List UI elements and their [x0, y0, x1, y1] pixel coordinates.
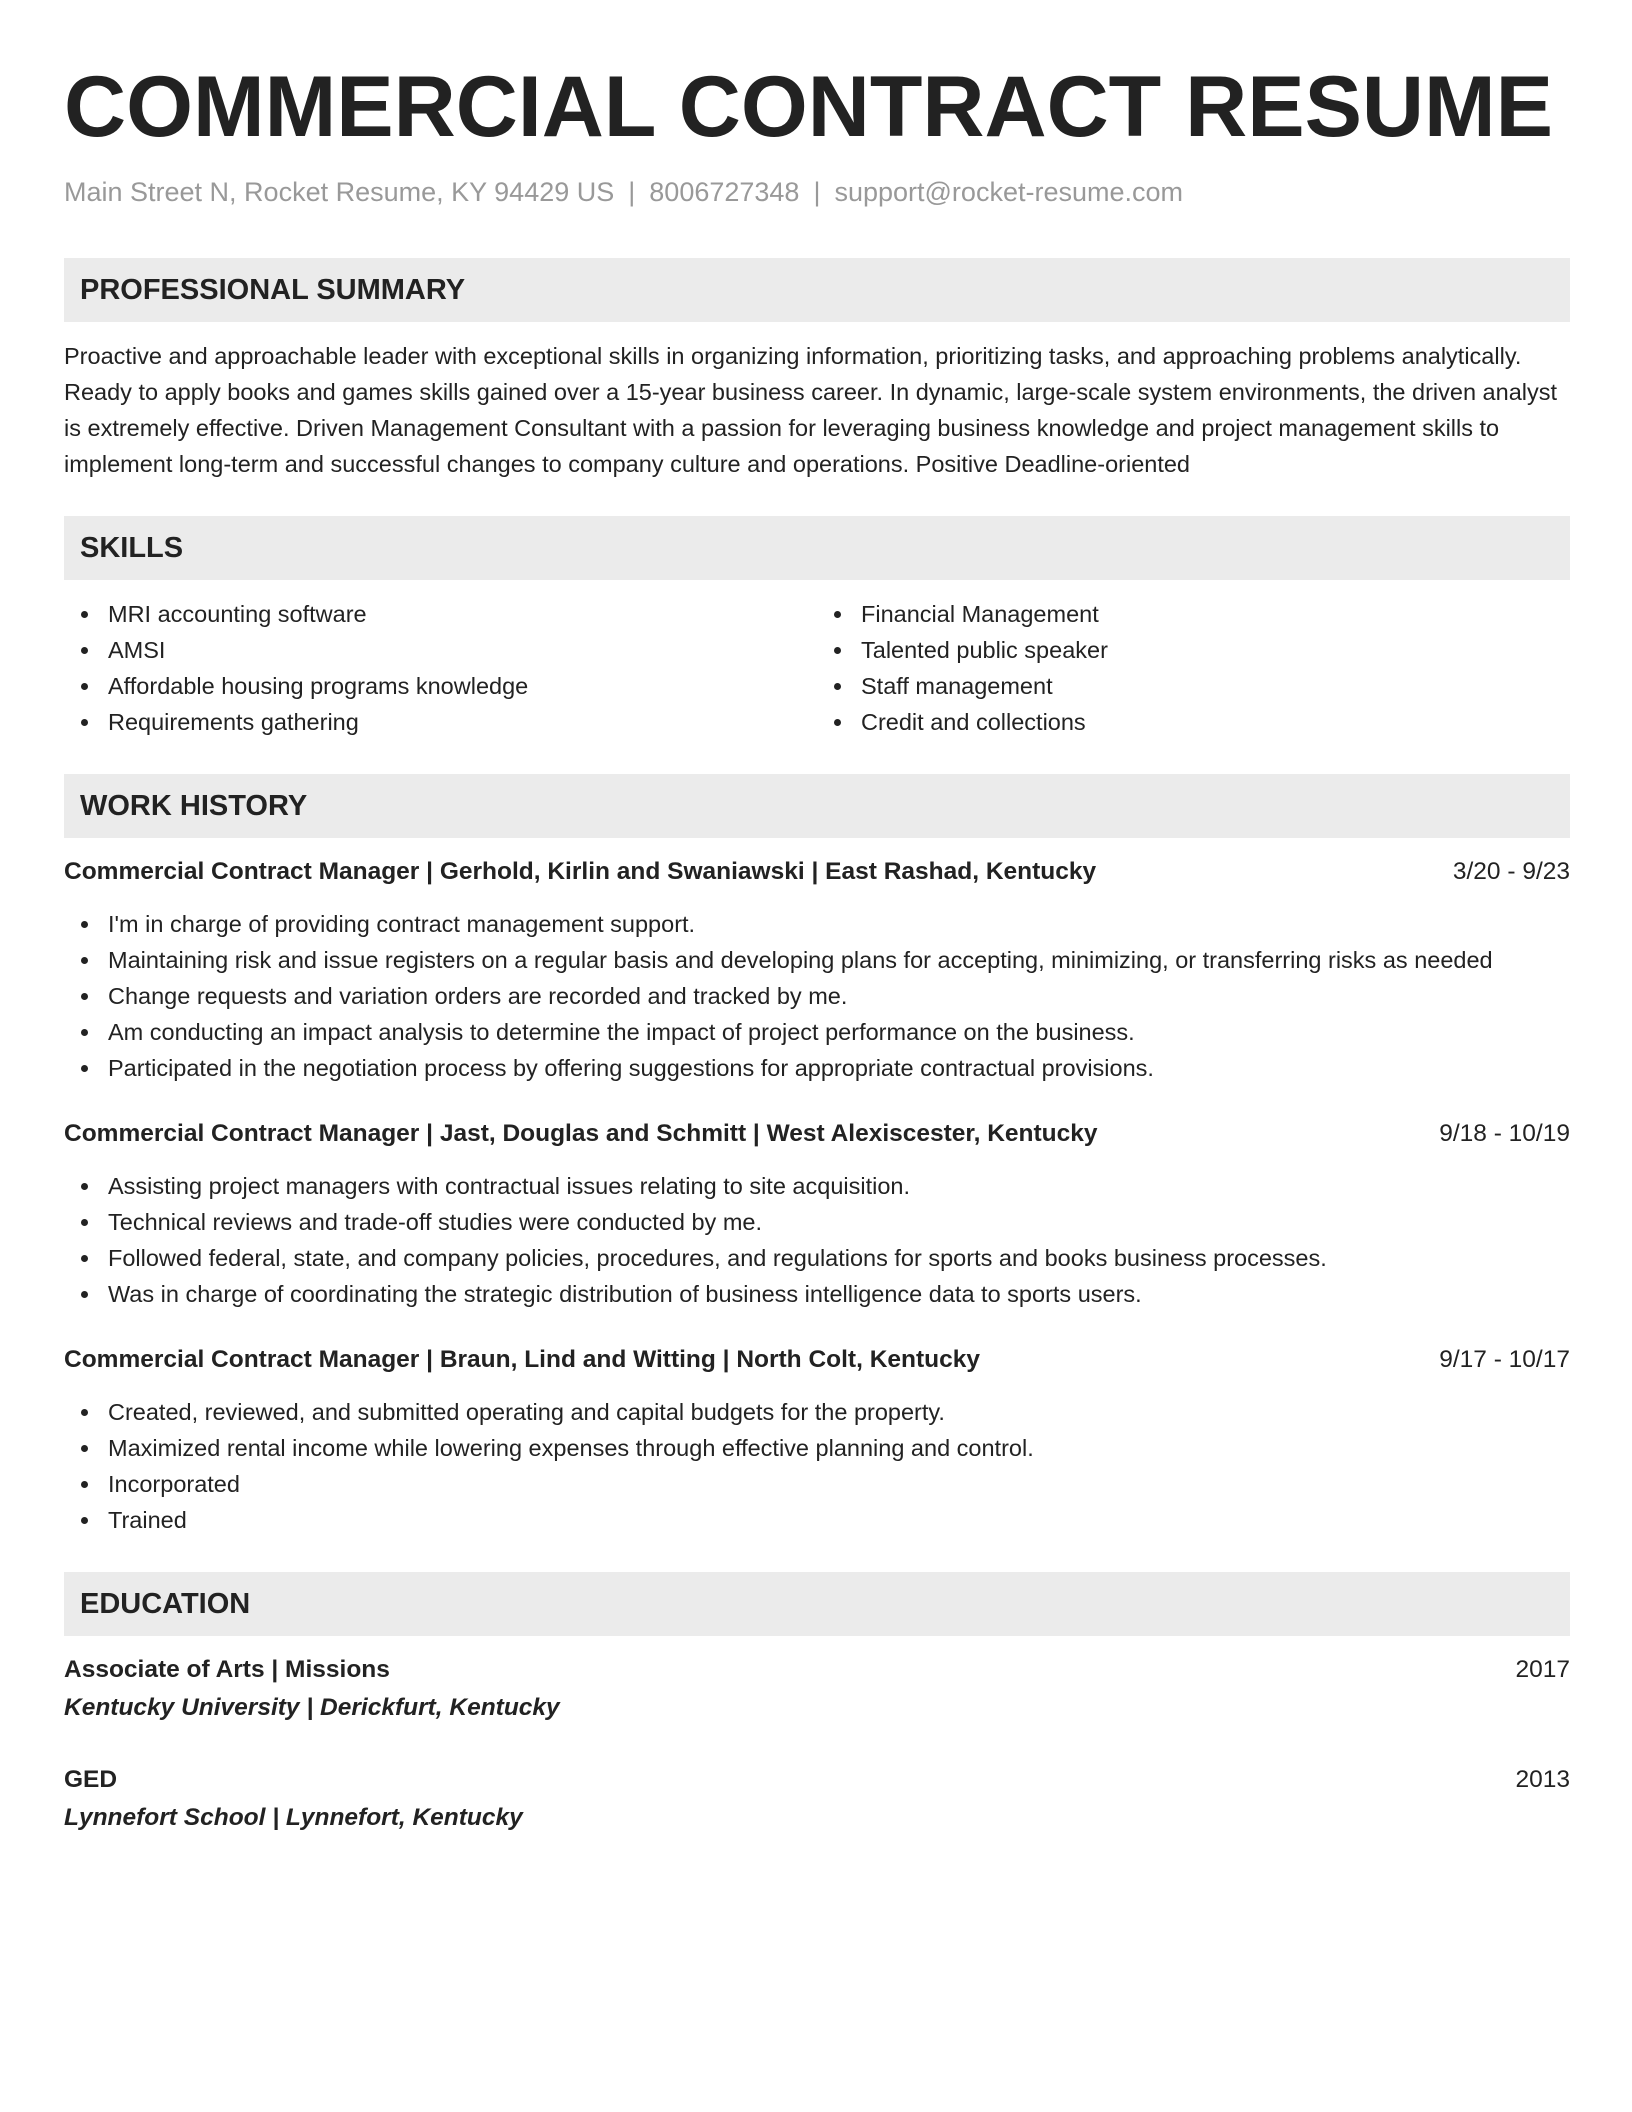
job-dates: 3/20 - 9/23	[1452, 858, 1570, 886]
job-entry	[64, 854, 1570, 1086]
skill-item: MRI accounting software	[64, 596, 817, 632]
job-title: Commercial Contract Manager | Gerhold, Kirlin and Swaniawski | East Rashad, Kentucky	[64, 858, 1097, 886]
job-bullet: I'm in charge of providing contract management support.	[64, 906, 1570, 942]
section-header-work-history: WORK HISTORY	[64, 774, 1570, 838]
contact-phone: 8006727348	[649, 177, 800, 207]
job-bullet: Followed federal, state, and company policies, procedures, and regulations for sports and books business processes.	[64, 1240, 1570, 1276]
job-title: Commercial Contract Manager | Jast, Douglas and Schmitt | West Alexiscester, Kentucky	[64, 1120, 1098, 1148]
skill-item: Financial Management	[817, 596, 1570, 632]
skill-item: AMSI	[64, 632, 817, 668]
job-entry	[64, 1116, 1570, 1312]
education-year: 2017	[1515, 1656, 1570, 1684]
contact-separator: |	[813, 177, 821, 207]
job-bullet: Technical reviews and trade-off studies were conducted by me.	[64, 1204, 1570, 1240]
education-entry	[64, 1762, 1570, 1836]
job-header	[64, 1116, 1570, 1152]
contact-email: support@rocket-resume.com	[834, 177, 1183, 207]
summary-text: Proactive and approachable leader with exceptional skills in organizing information, prioritizing tasks, and approaching problems analytically. Ready to apply books and games skills gained over a 15-year business career. In dynamic, large-scale system environments, the driven analyst is extremely effective. Driven Management Consultant with a passion for leveraging business knowledge and project management skills to implement long-term and successful changes to company culture and operations. Positive Deadline-oriented	[64, 343, 1558, 478]
job-header	[64, 854, 1570, 890]
skills-column-right	[817, 596, 1570, 740]
job-bullet: Change requests and variation orders are recorded and tracked by me.	[64, 978, 1570, 1014]
job-bullet: Participated in the negotiation process by offering suggestions for appropriate contractual provisions.	[64, 1050, 1570, 1086]
skill-item: Requirements gathering	[64, 704, 817, 740]
job-bullets	[64, 906, 1570, 1086]
section-header-skills: SKILLS	[64, 516, 1570, 580]
skill-item: Talented public speaker	[817, 632, 1570, 668]
education-degree: GED	[64, 1766, 118, 1794]
contact-address: Main Street N, Rocket Resume, KY 94429 US	[64, 177, 615, 207]
job-dates: 9/17 - 10/17	[1439, 1346, 1570, 1374]
job-bullets	[64, 1394, 1570, 1538]
job-bullet: Maintaining risk and issue registers on a regular basis and developing plans for accepting, minimizing, or transferring risks as needed	[64, 942, 1570, 978]
skill-item: Credit and collections	[817, 704, 1570, 740]
resume-title: COMMERCIAL CONTRACT RESUME	[64, 59, 1554, 155]
education-header	[64, 1652, 1570, 1688]
job-header	[64, 1342, 1570, 1378]
job-bullet: Created, reviewed, and submitted operating and capital budgets for the property.	[64, 1394, 1570, 1430]
skill-item: Staff management	[817, 668, 1570, 704]
contact-line	[64, 176, 1570, 208]
section-header-education: EDUCATION	[64, 1572, 1570, 1636]
job-bullet: Trained	[64, 1502, 1570, 1538]
job-bullets	[64, 1168, 1570, 1312]
job-bullet: Was in charge of coordinating the strategic distribution of business intelligence data to sports users.	[64, 1276, 1570, 1312]
contact-separator: |	[628, 177, 636, 207]
education-school: Kentucky University | Derickfurt, Kentucky	[64, 1694, 560, 1722]
education-header	[64, 1762, 1570, 1798]
section-header-summary: PROFESSIONAL SUMMARY	[64, 258, 1570, 322]
education-school: Lynnefort School | Lynnefort, Kentucky	[64, 1804, 523, 1832]
skills-column-left	[64, 596, 817, 740]
skills-list	[64, 596, 1570, 740]
job-dates: 9/18 - 10/19	[1439, 1120, 1570, 1148]
education-entry	[64, 1652, 1570, 1726]
job-bullet: Incorporated	[64, 1466, 1570, 1502]
job-entry	[64, 1342, 1570, 1538]
job-bullet: Maximized rental income while lowering expenses through effective planning and control.	[64, 1430, 1570, 1466]
job-title: Commercial Contract Manager | Braun, Lind and Witting | North Colt, Kentucky	[64, 1346, 980, 1374]
education-degree: Associate of Arts | Missions	[64, 1656, 390, 1684]
education-year: 2013	[1515, 1766, 1570, 1794]
skill-item: Affordable housing programs knowledge	[64, 668, 817, 704]
job-bullet: Assisting project managers with contractual issues relating to site acquisition.	[64, 1168, 1570, 1204]
job-bullet: Am conducting an impact analysis to determine the impact of project performance on the business.	[64, 1014, 1570, 1050]
